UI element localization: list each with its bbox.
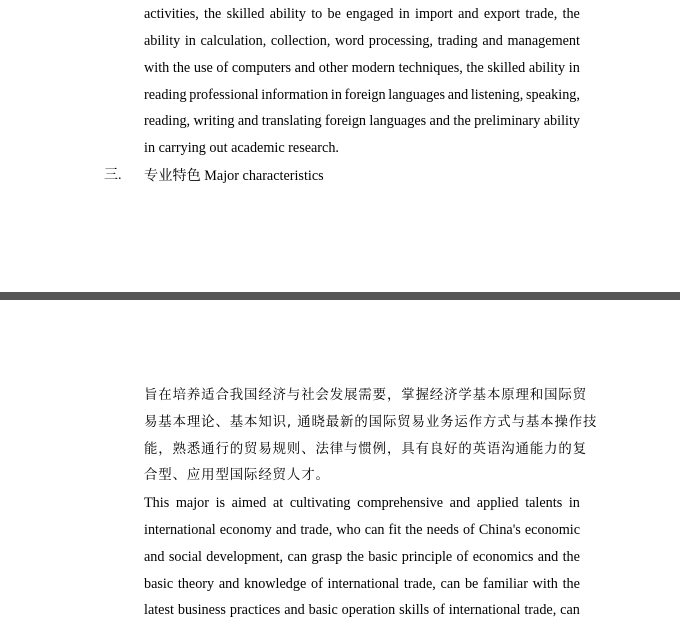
word: basic xyxy=(308,602,338,618)
word: international xyxy=(144,522,216,538)
word: basic xyxy=(144,576,174,592)
word: of xyxy=(433,602,445,618)
word: in xyxy=(330,87,342,103)
word: practices xyxy=(229,602,281,618)
word: other xyxy=(318,60,348,76)
paragraph-line: in carrying out academic research. xyxy=(144,140,339,156)
word: can xyxy=(287,549,308,565)
section-heading: 专业特色 Major characteristics xyxy=(144,168,324,184)
word: This xyxy=(144,495,170,511)
word: with xyxy=(144,60,170,76)
english-paragraph-line xyxy=(144,600,580,620)
word: engaged xyxy=(346,6,394,22)
word: of xyxy=(310,576,323,592)
word: economic xyxy=(524,522,580,538)
word: import xyxy=(415,6,453,22)
word: and xyxy=(218,576,240,592)
word: trade, xyxy=(403,576,436,592)
word: in xyxy=(398,6,410,22)
paragraph-line xyxy=(144,111,580,131)
word: development, xyxy=(206,549,284,565)
page-separator xyxy=(0,292,680,300)
word: collection, xyxy=(270,33,331,49)
word: and xyxy=(482,33,503,49)
word: and xyxy=(449,495,471,511)
word: comprehensive xyxy=(357,495,444,511)
word: foreign xyxy=(344,87,386,103)
word: economics xyxy=(472,549,534,565)
word: in xyxy=(184,33,196,49)
word: processing, xyxy=(368,33,433,49)
word: cultivating xyxy=(289,495,351,511)
word: translating xyxy=(261,113,322,129)
word: knowledge xyxy=(244,576,307,592)
word: skills xyxy=(399,602,430,618)
chinese-paragraph-line: 旨在培养适合我国经济与社会发展需要，掌握经济学基本原理和国际贸 xyxy=(144,388,588,403)
word: activities, xyxy=(144,6,199,22)
word: be xyxy=(327,6,341,22)
word: basic xyxy=(368,549,398,565)
word: to xyxy=(311,6,323,22)
document-page-top xyxy=(0,0,680,292)
word: in xyxy=(568,60,580,76)
word: computers xyxy=(231,60,291,76)
word: writing xyxy=(193,113,235,129)
paragraph-line xyxy=(144,85,580,105)
word: at xyxy=(272,495,284,511)
word: can xyxy=(440,576,461,592)
word: in xyxy=(568,495,580,511)
word: and xyxy=(275,522,297,538)
word: fit xyxy=(388,522,402,538)
word: international xyxy=(327,576,400,592)
word: speaking, xyxy=(525,87,580,103)
word: foreign xyxy=(325,113,367,129)
word: ability xyxy=(543,113,580,129)
word: economy xyxy=(219,522,272,538)
word: major xyxy=(175,495,209,511)
word: skilled xyxy=(487,60,526,76)
word: modern xyxy=(351,60,395,76)
word: languages xyxy=(388,87,446,103)
word: ability xyxy=(144,33,181,49)
word: can xyxy=(560,602,580,618)
word: latest xyxy=(144,602,174,618)
word: ability xyxy=(269,6,306,22)
word: word xyxy=(334,33,365,49)
paragraph-line xyxy=(144,4,580,24)
word: talents xyxy=(525,495,563,511)
word: trade, xyxy=(300,522,333,538)
word: who xyxy=(336,522,361,538)
chinese-paragraph-line: 能，熟悉通行的贸易规则、法律与惯例，具有良好的英语沟通能力的复 xyxy=(144,442,588,457)
word: China's xyxy=(478,522,521,538)
english-paragraph-line xyxy=(144,547,580,567)
word: professional xyxy=(189,87,259,103)
word: with xyxy=(532,576,558,592)
word: business xyxy=(177,602,226,618)
word: trading xyxy=(437,33,478,49)
word: the xyxy=(562,576,580,592)
word: aimed xyxy=(231,495,267,511)
word: be xyxy=(464,576,479,592)
word: can xyxy=(364,522,385,538)
word: reading, xyxy=(144,113,191,129)
word: export xyxy=(483,6,521,22)
word: calculation, xyxy=(200,33,267,49)
english-paragraph-line xyxy=(144,574,580,594)
word: reading xyxy=(144,87,187,103)
word: management xyxy=(507,33,580,49)
document-page-bottom xyxy=(0,300,680,630)
word: ability xyxy=(528,60,566,76)
word: of xyxy=(456,549,469,565)
word: of xyxy=(462,522,475,538)
word: is xyxy=(215,495,226,511)
word: skilled xyxy=(226,6,265,22)
word: needs xyxy=(426,522,459,538)
word: use xyxy=(193,60,213,76)
word: operation xyxy=(341,602,396,618)
word: the xyxy=(172,60,191,76)
word: information xyxy=(261,87,329,103)
paragraph-line xyxy=(144,31,580,51)
english-paragraph-line xyxy=(144,520,580,540)
word: applied xyxy=(476,495,519,511)
word: the xyxy=(204,6,222,22)
word: social xyxy=(168,549,202,565)
word: the xyxy=(405,522,423,538)
word: the xyxy=(453,113,471,129)
word: the xyxy=(562,549,580,565)
word: and xyxy=(429,113,451,129)
chinese-paragraph-line: 易基本理论、基本知识, 通晓最新的国际贸易业务运作方式与基本操作技 xyxy=(144,415,598,430)
word: grasp xyxy=(311,549,343,565)
word: of xyxy=(216,60,229,76)
section-number: 三. xyxy=(104,168,122,183)
word: languages xyxy=(369,113,427,129)
word: the xyxy=(562,6,580,22)
word: familiar xyxy=(483,576,528,592)
word: trade, xyxy=(525,6,558,22)
english-paragraph-line xyxy=(144,493,580,513)
word: and xyxy=(447,87,469,103)
word: techniques, xyxy=(398,60,463,76)
word: and xyxy=(284,602,305,618)
word: international xyxy=(448,602,521,618)
word: listening, xyxy=(470,87,524,103)
chinese-paragraph-line: 合型、应用型国际经贸人才。 xyxy=(144,468,330,483)
word: the xyxy=(466,60,484,76)
word: the xyxy=(346,549,364,565)
word: and xyxy=(458,6,479,22)
word: trade, xyxy=(524,602,557,618)
word: preliminary xyxy=(474,113,541,129)
word: principle xyxy=(401,549,453,565)
word: and xyxy=(537,549,559,565)
word: and xyxy=(144,549,165,565)
word: and xyxy=(294,60,316,76)
word: theory xyxy=(177,576,215,592)
word: and xyxy=(237,113,259,129)
paragraph-line xyxy=(144,58,580,78)
